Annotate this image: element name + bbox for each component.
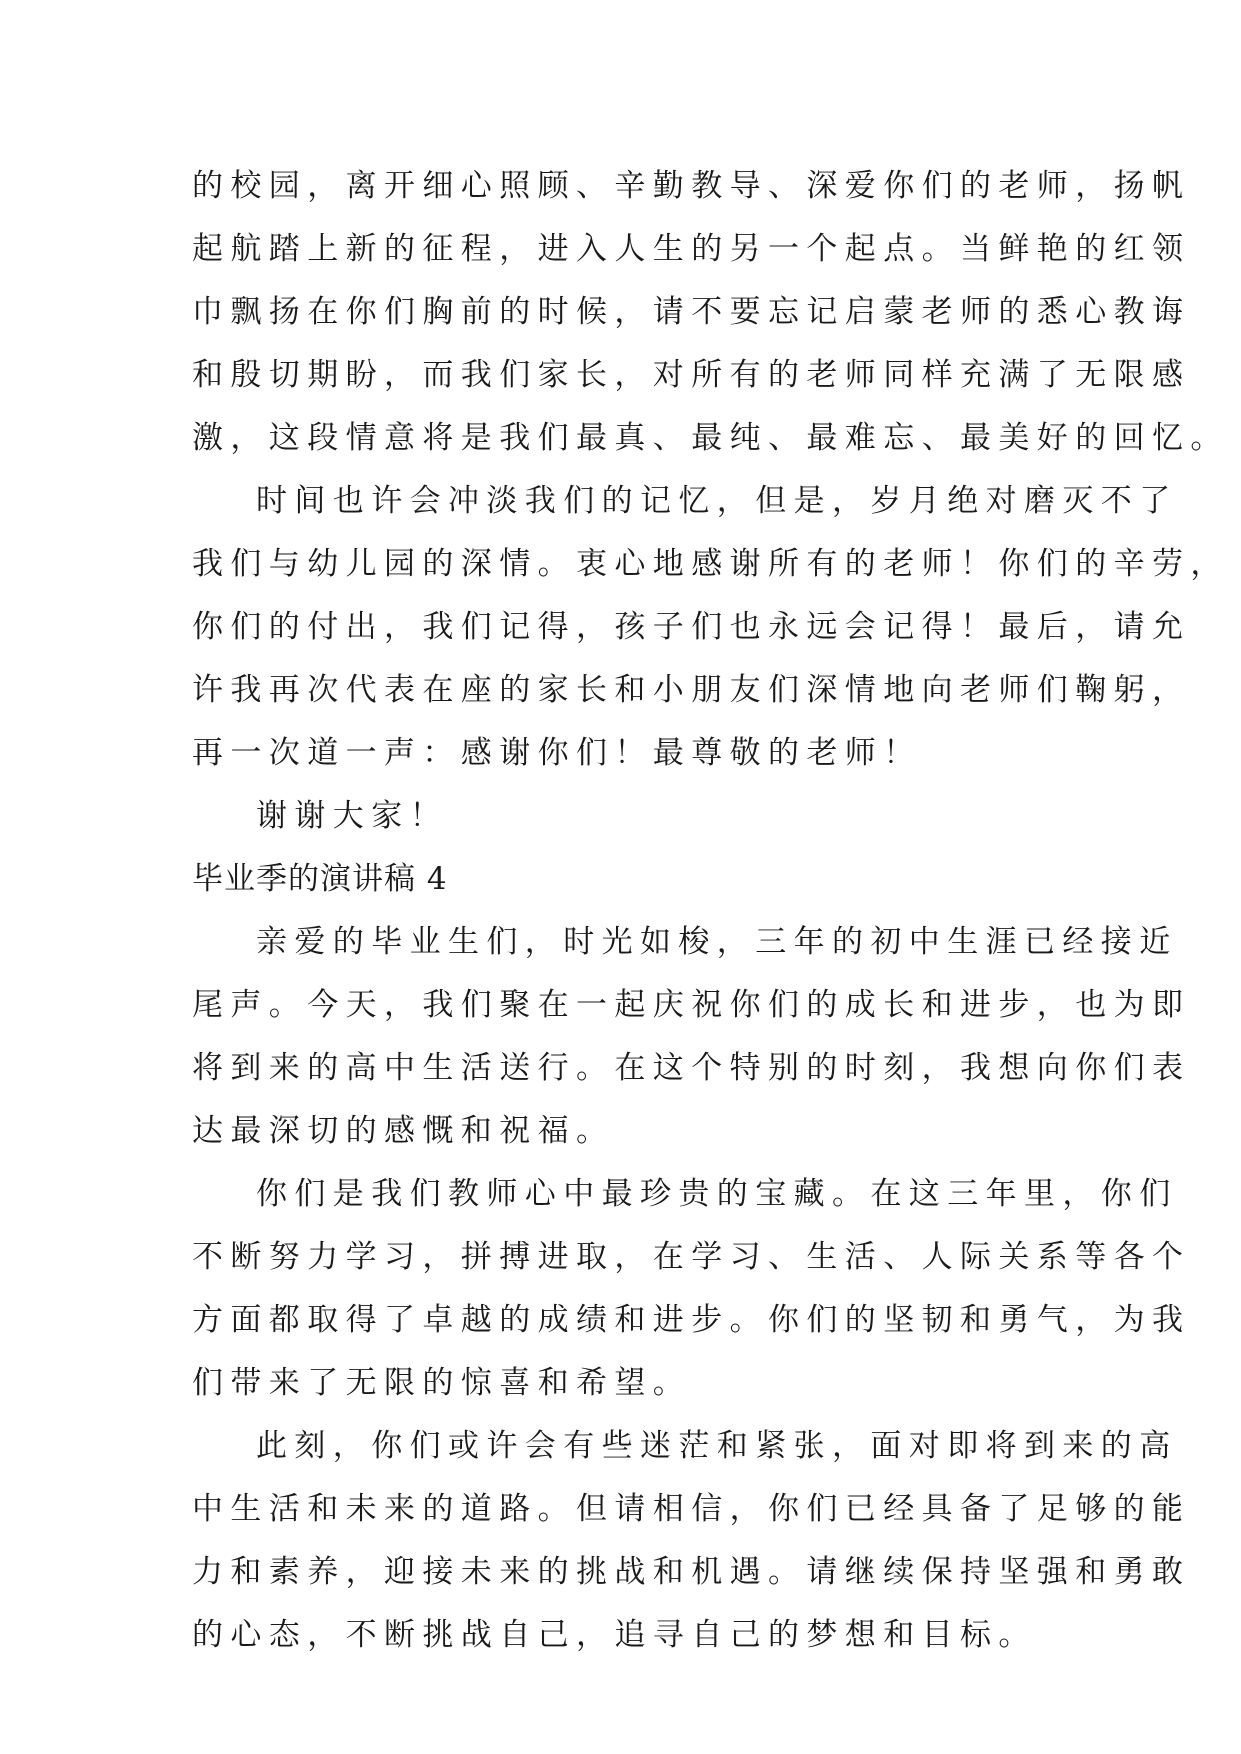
document-body — [192, 155, 1229, 1667]
paragraph — [192, 1163, 1191, 1415]
text-line: 达最深切的感慨和祝福。 — [192, 1113, 615, 1149]
text-line: 亲爱的毕业生们，时光如梭，三年的初中生涯已经接近 — [256, 924, 1178, 960]
paragraph — [192, 470, 1229, 785]
text-line: 激，这段情意将是我们最真、最纯、最难忘、最美好的回忆。 — [192, 420, 1229, 456]
paragraph — [192, 785, 1062, 848]
text-line: 将到来的高中生活送行。在这个特别的时刻，我想向你们表 — [192, 1050, 1191, 1086]
text-line: 时间也许会冲淡我们的记忆，但是，岁月绝对磨灭不了 — [256, 483, 1178, 519]
paragraph — [192, 911, 1191, 1163]
text-line: 你们是我们教师心中最珍贵的宝藏。在这三年里，你们 — [256, 1176, 1178, 1212]
text-line: 我们与幼儿园的深情。衷心地感谢所有的老师！你们的辛劳， — [192, 546, 1229, 582]
text-line: 尾声。今天，我们聚在一起庆祝你们的成长和进步，也为即 — [192, 987, 1191, 1023]
text-line: 方面都取得了卓越的成绩和进步。你们的坚韧和勇气，为我 — [192, 1302, 1191, 1338]
text-line: 中生活和未来的道路。但请相信，你们已经具备了足够的能 — [192, 1491, 1191, 1527]
text-line: 此刻，你们或许会有些迷茫和紧张，面对即将到来的高 — [256, 1428, 1178, 1464]
text-line: 起航踏上新的征程，进入人生的另一个起点。当鲜艳的红领 — [192, 231, 1191, 267]
text-line: 和殷切期盼，而我们家长，对所有的老师同样充满了无限感 — [192, 357, 1191, 393]
paragraph — [192, 1415, 1191, 1667]
text-line: 许我再次代表在座的家长和小朋友们深情地向老师们鞠躬， — [192, 672, 1191, 708]
text-line: 谢谢大家！ — [256, 798, 448, 834]
paragraph — [192, 155, 1229, 470]
text-line: 巾飘扬在你们胸前的时候，请不要忘记启蒙老师的悉心教诲 — [192, 294, 1191, 330]
text-line: 你们的付出，我们记得，孩子们也永远会记得！最后，请允 — [192, 609, 1191, 645]
text-line: 们带来了无限的惊喜和希望。 — [192, 1365, 692, 1401]
text-line: 不断努力学习，拼搏进取，在学习、生活、人际关系等各个 — [192, 1239, 1191, 1275]
section-heading: 毕业季的演讲稿 4 — [192, 861, 448, 897]
text-line: 再一次道一声：感谢你们！最尊敬的老师！ — [192, 735, 922, 771]
text-line: 的校园，离开细心照顾、辛勤教导、深爱你们的老师，扬帆 — [192, 168, 1191, 204]
text-line: 力和素养，迎接未来的挑战和机遇。请继续保持坚强和勇敢 — [192, 1554, 1191, 1590]
text-line: 的心态，不断挑战自己，追寻自己的梦想和目标。 — [192, 1617, 1037, 1653]
